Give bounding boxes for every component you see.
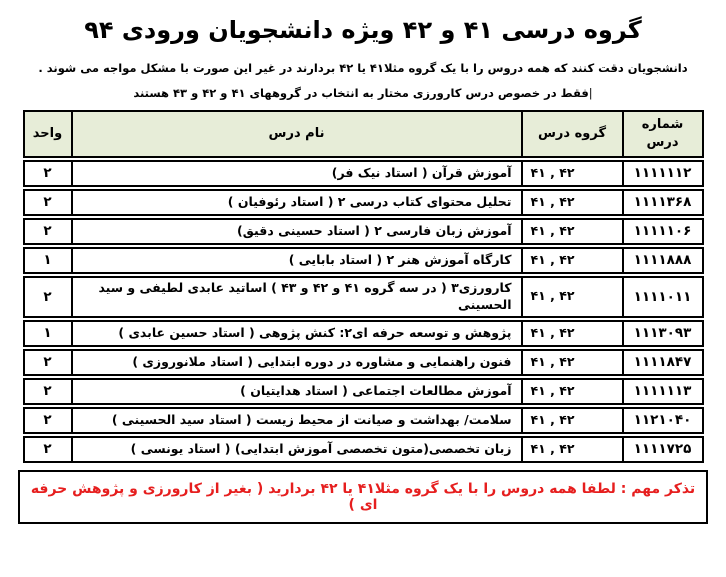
table-row xyxy=(23,276,704,318)
course-number-cell: ۱۱۱۱۰۱۱ xyxy=(622,278,702,316)
notice-line-2 xyxy=(0,86,726,100)
units-cell: ۲ xyxy=(43,194,52,211)
units-cell: ۲ xyxy=(43,223,52,240)
course-group-cell: ۴۱ , ۴۲ xyxy=(521,409,622,432)
notice-line-2-text: فقط در خصوص درس کارورزی مختار به انتخاب در گروههای ۴۱ و ۴۲ و ۴۳ هستند xyxy=(133,86,589,100)
course-group-cell: ۴۱ , ۴۲ xyxy=(521,220,622,243)
important-note-text: تذکر مهم : لطفا همه دروس را با یک گروه مثلا۴۱ یا ۴۲ بردارید ( بغیر از کارورزی و پژوهش حرفه ای ) xyxy=(30,480,696,513)
units-cell: ۲ xyxy=(43,288,52,305)
course-group-cell: ۴۱ , ۴۲ xyxy=(521,351,622,374)
course-name-cell: فنون راهنمایی و مشاوره در دوره ابتدایی ( استاد ملانوروزی ) xyxy=(71,351,521,374)
course-number-cell: ۱۱۱۱۷۲۵ xyxy=(622,438,702,461)
table-row xyxy=(23,247,704,274)
header-course-name: نام درس xyxy=(71,112,521,156)
course-number-cell: ۱۱۱۱۱۰۶ xyxy=(622,220,702,243)
table-row xyxy=(23,378,704,405)
notice-line-1: دانشجویان دقت کنند که همه دروس را با یک گروه مثلا۴۱ یا ۴۲ بردارند در غیر این صورت با مشکل مواجه می شوند . xyxy=(38,61,688,75)
course-number-cell: ۱۱۱۱۱۱۲ xyxy=(622,162,702,185)
course-group-cell: ۴۱ , ۴۲ xyxy=(521,322,622,345)
units-cell: ۱ xyxy=(43,252,52,269)
course-group-cell: ۴۱ , ۴۲ xyxy=(521,249,622,272)
course-name-cell: کارورزی۳ ( در سه گروه ۴۱ و ۴۲ و ۴۳ ) اساتید عابدی لطیفی و سید الحسینی xyxy=(71,278,521,316)
course-group-cell: ۴۱ , ۴۲ xyxy=(521,191,622,214)
important-note-box xyxy=(18,470,708,524)
text-cursor: | xyxy=(588,86,593,100)
units-cell: ۲ xyxy=(43,441,52,458)
header-units: واحد xyxy=(32,126,63,142)
units-cell: ۱ xyxy=(43,325,52,342)
course-group-cell: ۴۱ , ۴۲ xyxy=(521,380,622,403)
page-title: گروه درسی ۴۱ و ۴۲ ویژه دانشجویان ورودی ۹۴ xyxy=(84,16,642,44)
course-name-cell: تحلیل محتوای کتاب درسی ۲ ( استاد رئوفیان ) xyxy=(71,191,521,214)
table-row xyxy=(23,436,704,463)
table-header-row xyxy=(23,110,704,158)
course-number-cell: ۱۱۱۱۳۶۸ xyxy=(622,191,702,214)
course-number-cell: ۱۱۱۱۸۸۸ xyxy=(622,249,702,272)
course-name-cell: زبان تخصصی(متون تخصصی آموزش ابتدایی) ( استاد یونسی ) xyxy=(71,438,521,461)
units-cell: ۲ xyxy=(43,354,52,371)
course-group-cell: ۴۱ , ۴۲ xyxy=(521,278,622,316)
units-cell: ۲ xyxy=(43,412,52,429)
course-number-cell: ۱۱۱۱۱۱۳ xyxy=(622,380,702,403)
table-row xyxy=(23,189,704,216)
course-name-cell: پژوهش و توسعه حرفه ای۲: کنش پژوهی ( استاد حسین عابدی ) xyxy=(71,322,521,345)
course-number-cell: ۱۱۱۱۸۴۷ xyxy=(622,351,702,374)
units-cell: ۲ xyxy=(43,383,52,400)
course-name-cell: آموزش قرآن ( استاد نیک فر) xyxy=(71,162,521,185)
course-table xyxy=(23,110,704,463)
course-name-cell: سلامت/ بهداشت و صیانت از محیط زیست ( استاد سید الحسینی ) xyxy=(71,409,521,432)
course-name-cell: آموزش مطالعات اجتماعی ( استاد هدایتیان ) xyxy=(71,380,521,403)
header-course-group: گروه درس xyxy=(521,112,622,156)
header-course-number: شماره درس xyxy=(622,112,702,156)
course-name-cell: کارگاه آموزش هنر ۲ ( استاد بابایی ) xyxy=(71,249,521,272)
table-row xyxy=(23,320,704,347)
table-row xyxy=(23,349,704,376)
course-group-cell: ۴۱ , ۴۲ xyxy=(521,162,622,185)
units-cell: ۲ xyxy=(43,165,52,182)
table-row xyxy=(23,160,704,187)
course-group-cell: ۴۱ , ۴۲ xyxy=(521,438,622,461)
table-body xyxy=(23,160,704,463)
course-number-cell: ۱۱۲۱۰۴۰ xyxy=(622,409,702,432)
course-name-cell: آموزش زبان فارسی ۲ ( استاد حسینی دقیق) xyxy=(71,220,521,243)
table-row xyxy=(23,407,704,434)
table-row xyxy=(23,218,704,245)
course-number-cell: ۱۱۱۳۰۹۳ xyxy=(622,322,702,345)
